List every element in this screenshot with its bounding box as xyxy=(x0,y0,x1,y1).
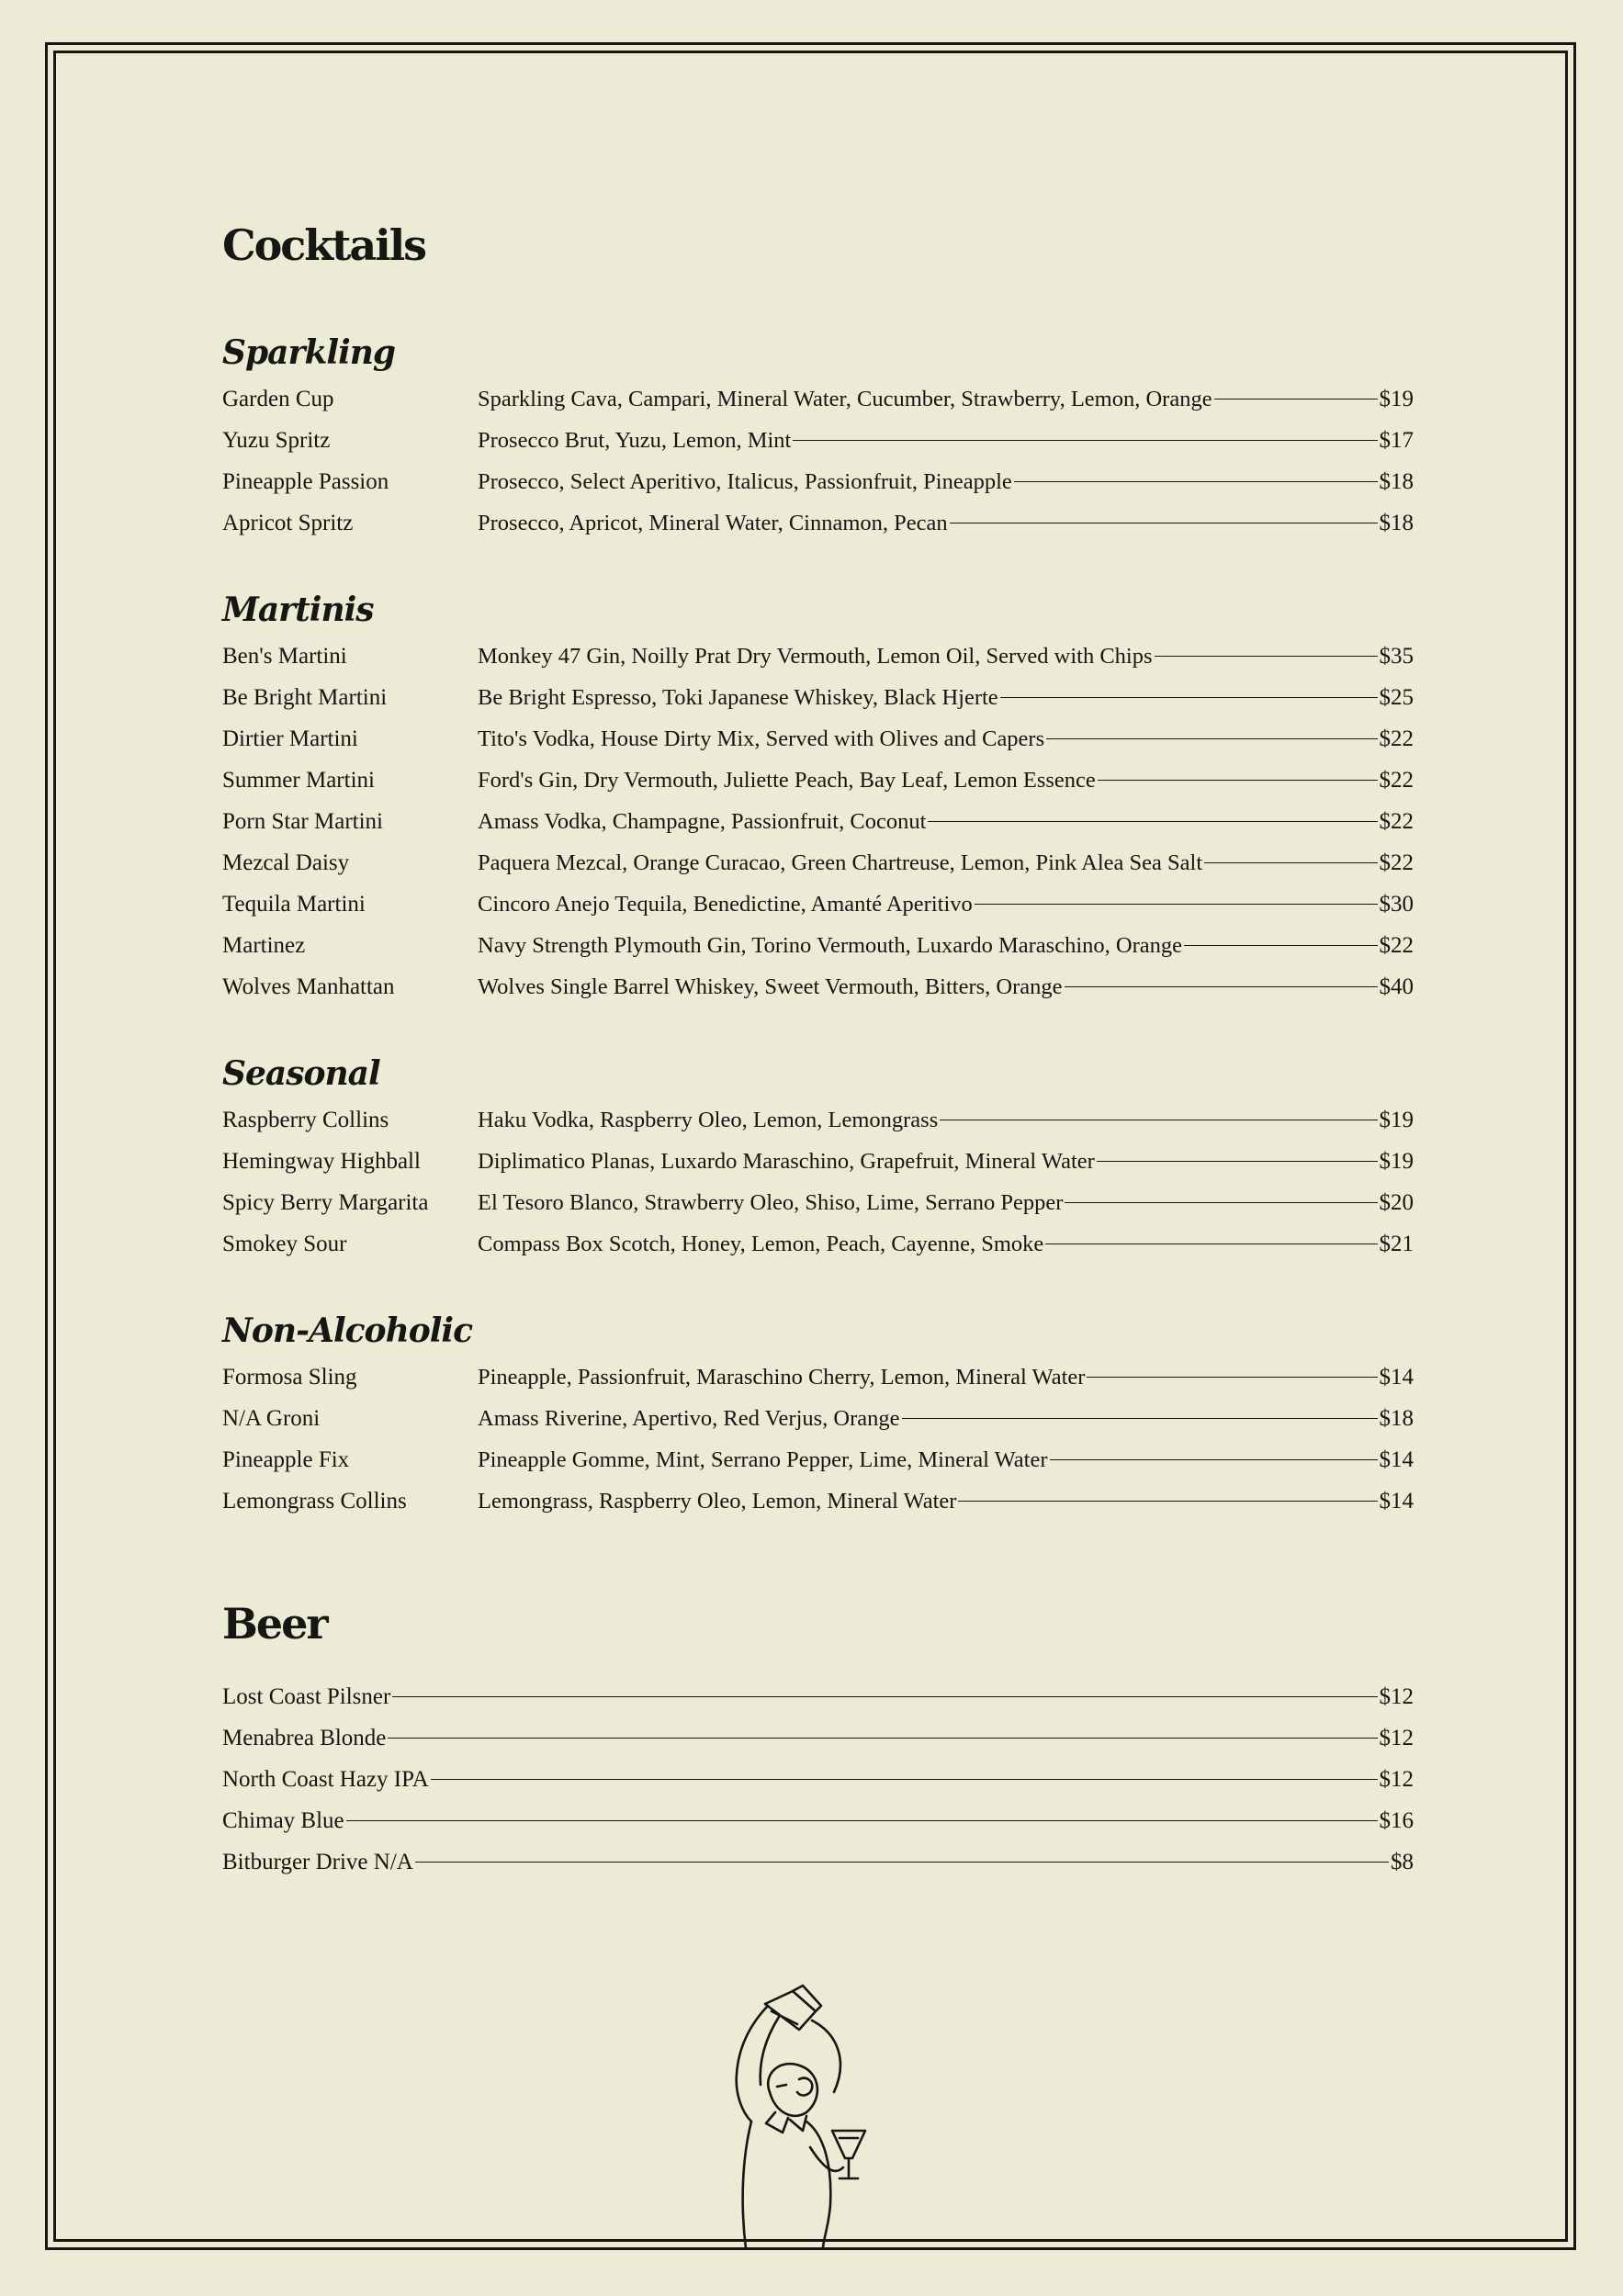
item-list xyxy=(222,1099,1414,1265)
menu-item-lost-coast-pilsner xyxy=(222,1676,1414,1717)
menu-item-tequila-martini xyxy=(222,884,1414,925)
item-description: Haku Vodka, Raspberry Oleo, Lemon, Lemongrass xyxy=(478,1108,939,1132)
item-description: Sparkling Cava, Campari, Mineral Water, Cucumber, Strawberry, Lemon, Orange xyxy=(478,387,1212,411)
dot-leader-line xyxy=(1065,986,1378,987)
menu-item-ben-s-martini xyxy=(222,636,1414,677)
dot-leader-line xyxy=(958,1501,1377,1502)
item-description: Diplimatico Planas, Luxardo Maraschino, Grapefruit, Mineral Water xyxy=(478,1149,1095,1174)
item-description: Navy Strength Plymouth Gin, Torino Vermouth, Luxardo Maraschino, Orange xyxy=(478,933,1182,958)
section-title: Sparkling xyxy=(222,333,396,372)
item-name: Mezcal Daisy xyxy=(222,850,350,875)
menu-item-chimay-blue xyxy=(222,1800,1414,1841)
menu-item-raspberry-collins xyxy=(222,1099,1414,1141)
item-price: $16 xyxy=(1379,1808,1414,1833)
item-list xyxy=(222,378,1414,544)
item-description: Monkey 47 Gin, Noilly Prat Dry Vermouth, Lemon Oil, Served with Chips xyxy=(478,644,1153,669)
item-description: Prosecco Brut, Yuzu, Lemon, Mint xyxy=(478,428,792,453)
item-name: North Coast Hazy IPA xyxy=(222,1767,429,1792)
beer-heading: Beer xyxy=(222,1599,327,1649)
dot-leader-line xyxy=(1050,1459,1378,1460)
menu-item-martinez xyxy=(222,925,1414,966)
item-description: Amass Riverine, Apertivo, Red Verjus, Orange xyxy=(478,1406,900,1431)
menu-item-be-bright-martini xyxy=(222,677,1414,718)
item-name: Summer Martini xyxy=(222,768,375,793)
item-price: $22 xyxy=(1379,809,1414,834)
item-price: $12 xyxy=(1379,1767,1414,1792)
item-name: Lost Coast Pilsner xyxy=(222,1684,391,1709)
menu-item-bitburger-drive-n-a xyxy=(222,1841,1414,1883)
item-name: Yuzu Spritz xyxy=(222,428,331,453)
dot-leader-line xyxy=(928,821,1377,822)
item-description: Be Bright Espresso, Toki Japanese Whiskey, Black Hjerte xyxy=(478,685,998,710)
section-title: Non-Alcoholic xyxy=(222,1311,473,1350)
section-sparkling xyxy=(222,331,1414,544)
item-name: Menabrea Blonde xyxy=(222,1726,387,1750)
item-list xyxy=(222,636,1414,1007)
menu-item-apricot-spritz xyxy=(222,502,1414,544)
menu-item-summer-martini xyxy=(222,760,1414,801)
item-description: Amass Vodka, Champagne, Passionfruit, Coconut xyxy=(478,809,927,834)
menu-item-smokey-sour xyxy=(222,1223,1414,1265)
item-description: Pineapple Gomme, Mint, Serrano Pepper, Lime, Mineral Water xyxy=(478,1447,1048,1472)
item-price: $14 xyxy=(1379,1489,1414,1514)
item-description: Prosecco, Select Aperitivo, Italicus, Passionfruit, Pineapple xyxy=(478,469,1012,494)
section-non-alcoholic xyxy=(222,1309,1414,1522)
item-price: $12 xyxy=(1379,1684,1414,1709)
item-name: Be Bright Martini xyxy=(222,685,388,710)
menu-item-n-a-groni xyxy=(222,1398,1414,1439)
dot-leader-line xyxy=(1097,1161,1378,1162)
dot-leader-line xyxy=(346,1820,1378,1821)
item-name: Tequila Martini xyxy=(222,892,366,917)
section-title: Seasonal xyxy=(222,1054,380,1093)
item-name: Smokey Sour xyxy=(222,1232,347,1256)
item-name: Lemongrass Collins xyxy=(222,1489,407,1514)
item-description: Compass Box Scotch, Honey, Lemon, Peach, Cayenne, Smoke xyxy=(478,1232,1044,1256)
item-name: Apricot Spritz xyxy=(222,511,354,535)
dot-leader-line xyxy=(1214,399,1378,400)
dot-leader-line xyxy=(431,1779,1378,1780)
dot-leader-line xyxy=(1098,780,1378,781)
dot-leader-line xyxy=(1155,656,1378,657)
section-title: Martinis xyxy=(222,591,374,629)
menu-item-lemongrass-collins xyxy=(222,1480,1414,1522)
item-price: $14 xyxy=(1379,1365,1414,1390)
menu-content xyxy=(222,220,1414,1883)
item-name: Raspberry Collins xyxy=(222,1108,389,1132)
item-name: Garden Cup xyxy=(222,387,334,411)
item-price: $22 xyxy=(1379,768,1414,793)
item-price: $19 xyxy=(1379,1108,1414,1132)
menu-item-north-coast-hazy-ipa xyxy=(222,1759,1414,1800)
item-price: $18 xyxy=(1379,469,1414,494)
item-description: Cincoro Anejo Tequila, Benedictine, Amanté Aperitivo xyxy=(478,892,973,917)
item-price: $14 xyxy=(1379,1447,1414,1472)
item-description: Lemongrass, Raspberry Oleo, Lemon, Mineral Water xyxy=(478,1489,957,1514)
item-name: Pineapple Passion xyxy=(222,469,389,494)
menu-item-pineapple-fix xyxy=(222,1439,1414,1480)
menu-item-pineapple-passion xyxy=(222,461,1414,502)
dot-leader-line xyxy=(1046,738,1377,739)
dot-leader-line xyxy=(1204,862,1377,863)
item-name: Hemingway Highball xyxy=(222,1149,421,1174)
item-description: Wolves Single Barrel Whiskey, Sweet Vermouth, Bitters, Orange xyxy=(478,974,1063,999)
menu-item-yuzu-spritz xyxy=(222,420,1414,461)
dot-leader-line xyxy=(793,440,1377,441)
dot-leader-line xyxy=(415,1862,1389,1863)
item-description: Prosecco, Apricot, Mineral Water, Cinnamon, Pecan xyxy=(478,511,948,535)
item-description: Pineapple, Passionfruit, Maraschino Cherry, Lemon, Mineral Water xyxy=(478,1365,1086,1390)
item-price: $18 xyxy=(1379,511,1414,535)
item-name: Wolves Manhattan xyxy=(222,974,395,999)
item-price: $17 xyxy=(1379,428,1414,453)
dot-leader-line xyxy=(1014,481,1378,482)
menu-item-porn-star-martini xyxy=(222,801,1414,842)
bartender-pouring-shaker-icon xyxy=(715,1984,898,2250)
menu-item-dirtier-martini xyxy=(222,718,1414,760)
item-list xyxy=(222,1356,1414,1522)
item-price: $19 xyxy=(1379,1149,1414,1174)
menu-item-garden-cup xyxy=(222,378,1414,420)
item-price: $18 xyxy=(1379,1406,1414,1431)
section-seasonal xyxy=(222,1052,1414,1265)
item-name: Chimay Blue xyxy=(222,1808,344,1833)
dot-leader-line xyxy=(975,904,1378,905)
item-name: Formosa Sling xyxy=(222,1365,357,1390)
menu-item-menabrea-blonde xyxy=(222,1717,1414,1759)
menu-item-wolves-manhattan xyxy=(222,966,1414,1007)
item-price: $25 xyxy=(1379,685,1414,710)
item-description: El Tesoro Blanco, Strawberry Oleo, Shiso, Lime, Serrano Pepper xyxy=(478,1190,1064,1215)
item-price: $40 xyxy=(1379,974,1414,999)
dot-leader-line xyxy=(902,1418,1378,1419)
item-price: $22 xyxy=(1379,933,1414,958)
section-martinis xyxy=(222,588,1414,1007)
dot-leader-line xyxy=(1184,945,1378,946)
item-name: Spicy Berry Margarita xyxy=(222,1190,429,1215)
menu-item-hemingway-highball xyxy=(222,1141,1414,1182)
item-name: Bitburger Drive N/A xyxy=(222,1850,413,1874)
menu-item-mezcal-daisy xyxy=(222,842,1414,884)
menu-item-formosa-sling xyxy=(222,1356,1414,1398)
dot-leader-line xyxy=(392,1696,1377,1697)
item-price: $12 xyxy=(1379,1726,1414,1750)
dot-leader-line xyxy=(1087,1377,1377,1378)
item-name: Ben's Martini xyxy=(222,644,347,669)
item-price: $20 xyxy=(1379,1190,1414,1215)
item-price: $21 xyxy=(1379,1232,1414,1256)
item-name: Martinez xyxy=(222,933,306,958)
cocktail-sections xyxy=(222,331,1414,1522)
cocktails-heading: Cocktails xyxy=(222,220,426,270)
item-description: Ford's Gin, Dry Vermouth, Juliette Peach, Bay Leaf, Lemon Essence xyxy=(478,768,1096,793)
item-name: N/A Groni xyxy=(222,1406,321,1431)
dot-leader-line xyxy=(388,1738,1377,1739)
menu-item-spicy-berry-margarita xyxy=(222,1182,1414,1223)
dot-leader-line xyxy=(1000,697,1378,698)
item-price: $30 xyxy=(1379,892,1414,917)
item-price: $8 xyxy=(1391,1850,1414,1874)
item-price: $35 xyxy=(1379,644,1414,669)
item-description: Tito's Vodka, House Dirty Mix, Served with Olives and Capers xyxy=(478,726,1045,751)
item-price: $22 xyxy=(1379,850,1414,875)
item-name: Dirtier Martini xyxy=(222,726,358,751)
dot-leader-line xyxy=(1065,1202,1377,1203)
item-name: Pineapple Fix xyxy=(222,1447,350,1472)
item-price: $19 xyxy=(1379,387,1414,411)
item-price: $22 xyxy=(1379,726,1414,751)
item-name: Porn Star Martini xyxy=(222,809,383,834)
beer-list xyxy=(222,1676,1414,1883)
item-description: Paquera Mezcal, Orange Curacao, Green Chartreuse, Lemon, Pink Alea Sea Salt xyxy=(478,850,1203,875)
